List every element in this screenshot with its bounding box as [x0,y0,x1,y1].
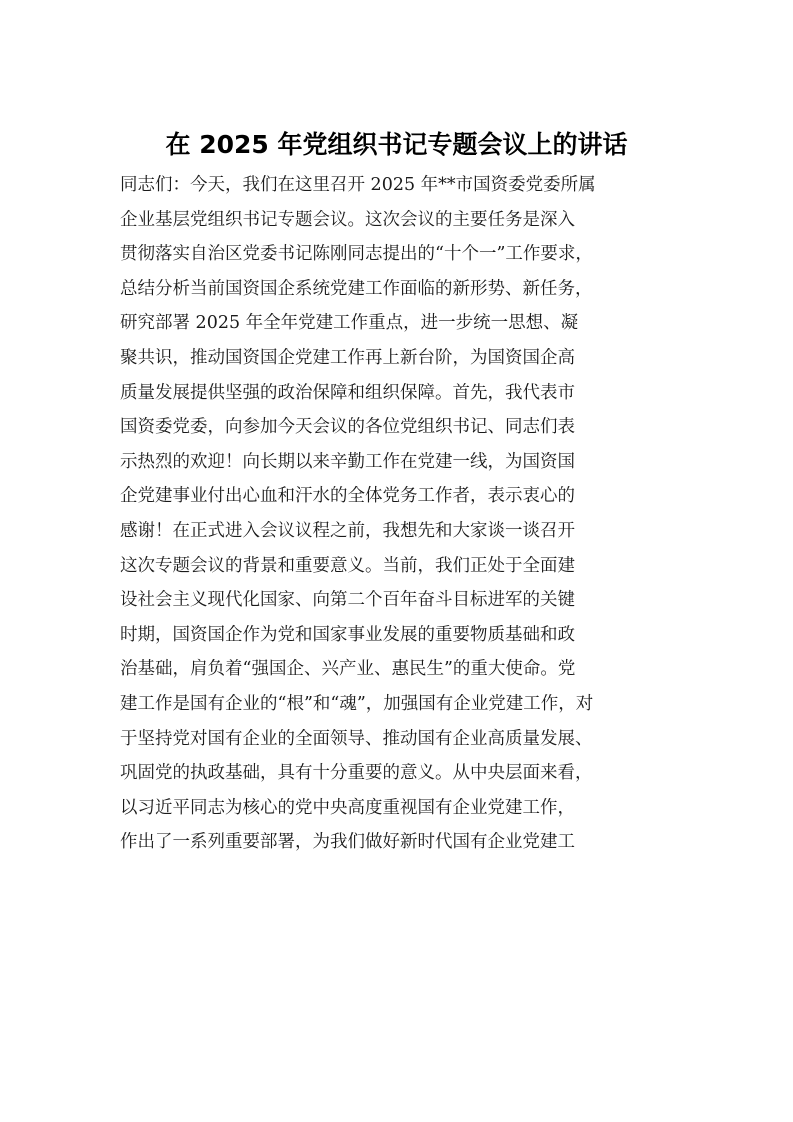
document-title: 在 2025 年党组织书记专题会议上的讲话 [165,130,628,159]
body-line: 企业基层党组织书记专题会议。这次会议的主要任务是深入 [120,209,575,230]
body-line: 作出了一系列重要部署，为我们做好新时代国有企业党建工 [120,832,575,853]
body-line: 以习近平同志为核心的党中央高度重视国有企业党建工作， [120,797,575,818]
body-line: 示热烈的欢迎！向长期以来辛勤工作在党建一线，为国资国 [120,451,575,472]
body-line: 聚共识，推动国资国企党建工作再上新台阶，为国资国企高 [120,347,575,368]
body-line: 时期，国资国企作为党和国家事业发展的重要物质基础和政 [120,624,575,645]
body-line: 研究部署 2025 年全年党建工作重点，进一步统一思想、凝 [120,313,579,334]
body-line: 国资委党委，向参加今天会议的各位党组织书记、同志们表 [120,417,575,438]
body-line: 这次专题会议的背景和重要意义。当前，我们正处于全面建 [120,555,575,576]
body-line: 同志们：今天，我们在这里召开 2025 年**市国资委党委所属 [120,175,596,195]
body-line: 于坚持党对国有企业的全面领导、推动国有企业高质量发展、 [120,728,593,749]
body-line: 治基础，肩负着“强国企、兴产业、惠民生”的重大使命。党 [120,659,576,680]
body-line: 企党建事业付出心血和汗水的全体党务工作者，表示衷心的 [120,486,575,507]
body-line: 质量发展提供坚强的政治保障和组织保障。首先，我代表市 [120,382,575,403]
body-line: 贯彻落实自治区党委书记陈刚同志提出的“十个一”工作要求， [120,244,593,265]
body-line: 巩固党的执政基础，具有十分重要的意义。从中央层面来看， [120,763,593,784]
document-body [120,168,680,860]
body-line: 总结分析当前国资国企系统党建工作面临的新形势、新任务， [120,278,593,299]
body-line: 感谢！在正式进入会议议程之前，我想先和大家谈一谈召开 [120,520,575,541]
body-line: 设社会主义现代化国家、向第二个百年奋斗目标进军的关键 [120,590,575,611]
body-line: 建工作是国有企业的“根”和“魂”，加强国有企业党建工作，对 [120,693,594,714]
